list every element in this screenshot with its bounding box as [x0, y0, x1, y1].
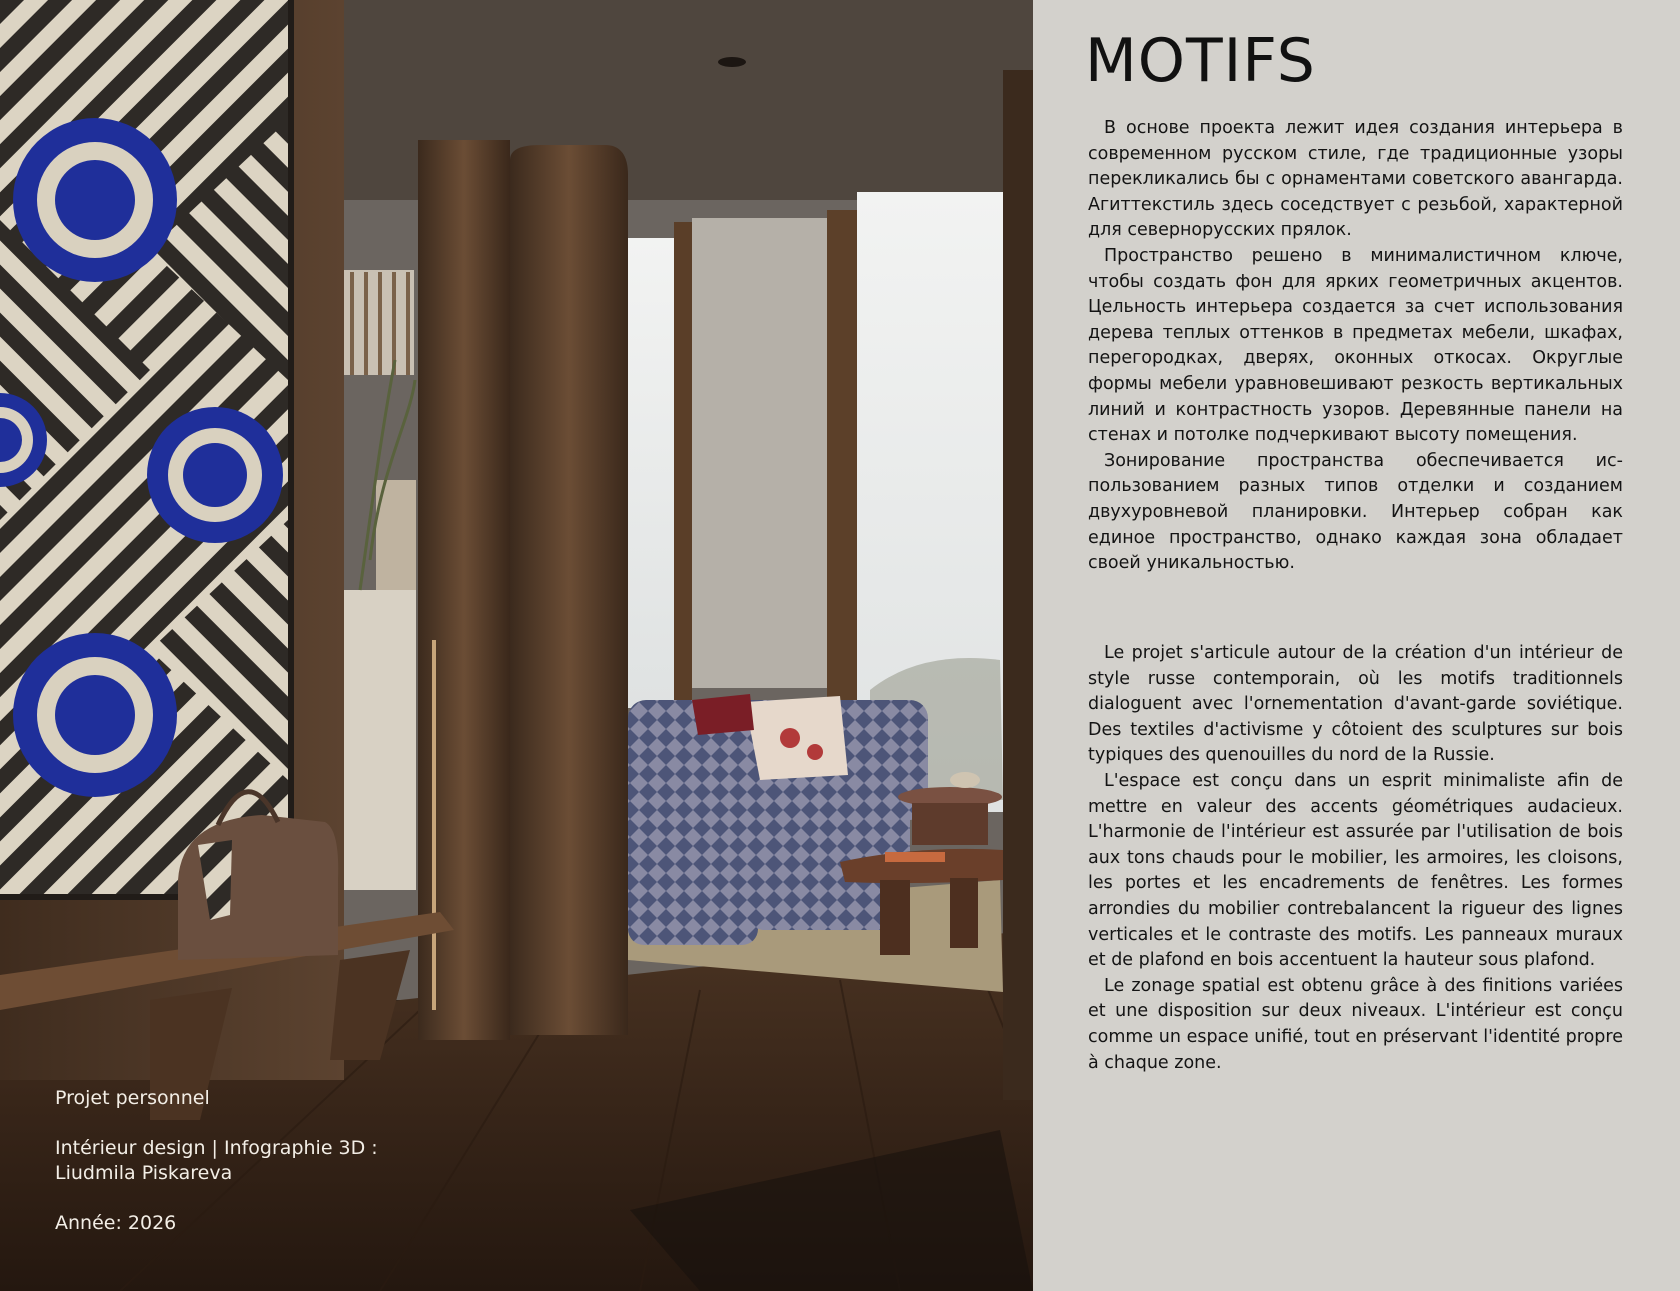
blue-circle	[13, 118, 177, 282]
cushion-red	[692, 694, 754, 735]
book	[885, 852, 945, 862]
window-frame	[827, 210, 857, 710]
russian-paragraph: В основе проекта лежит идея создания интерьера в современном русском стиле, где традиционные узоры перекликались бы с орнаментами советского авангарда. Агиттекстиль здесь соседствует с резьбой, характерной для севернорусских прялок.	[1088, 118, 1623, 241]
french-paragraph: L'espace est conçu dans un esprit minimaliste afin de mettre en valeur des accents géométriques audacieux. L'harmonie de l'intérieur est assurée par l'utilisation de bois aux tons chauds pour le mobilier, les armoires, les cloisons, les portes et les encadrements de fenêtres. Les formes arrondies du mobilier contrebalancent la rigueur des lignes verticales et le contraste des motifs. Les panneaux muraux et de plafond en bois accentuent la hauteur sous plafond.	[1088, 770, 1623, 971]
wardrobe-door	[418, 140, 510, 1040]
project-credits	[55, 1086, 378, 1236]
description-panel	[1033, 0, 1680, 1291]
sofa-arm	[628, 730, 758, 945]
page-title: MOTIFS	[1085, 26, 1316, 96]
project-author: Liudmila Piskareva	[55, 1162, 233, 1184]
wardrobe-handle	[432, 640, 436, 1010]
russian-paragraph: Зонирование пространства обеспечивается использованием разных типов отделки и созданием двухуровневой планировки. Интерьер собран как единое пространство, однако каждая зона обладает своей уникальностью.	[1088, 450, 1623, 574]
window-frame	[674, 222, 692, 708]
handbag	[178, 815, 338, 960]
plaster-wall-panel	[692, 218, 827, 688]
cushion-floral-motif	[807, 744, 823, 760]
shelving-unit	[344, 590, 416, 890]
right-wood-column	[1003, 70, 1033, 1100]
project-role: Intérieur design | Infographie 3D :	[55, 1137, 378, 1159]
window-left	[626, 238, 674, 708]
french-paragraph: Le projet s'articule autour de la création d'un intérieur de style russe contemporain, où les motifs traditionnels dialoguent avec l'ornementation d'avant-garde soviétique. Des textiles d'activisme y côtoient des sculptures sur bois typiques des quenouilles du nord de la Russie.	[1088, 643, 1623, 766]
french-description	[1088, 641, 1623, 1076]
coffee-table-leg	[950, 878, 978, 948]
blue-circle	[13, 633, 177, 797]
geometric-art-panel	[0, 0, 294, 900]
project-type: Projet personnel	[55, 1087, 210, 1109]
cushion-floral-motif	[780, 728, 800, 748]
coffee-table-leg	[880, 880, 910, 955]
rounded-wood-column	[510, 145, 628, 1035]
project-year: Année: 2026	[55, 1212, 177, 1234]
french-paragraph: Le zonage spatial est obtenu grâce à des finitions variées et une disposition sur deux niveaux. L'intérieur est conçu comme un espace unifié, tout en préservant l'identité propre à chaque zone.	[1088, 975, 1623, 1073]
russian-description	[1088, 116, 1623, 577]
russian-paragraph: Пространство решено в минималистичном ключе, чтобы создать фон для ярких геометричных акцентов. Цельность интерьера создается за счет использования дерева теплых оттенков в предметах мебели, шкафах, перегородках, дверях, оконных откосах. Округлые формы мебели уравновешивают резкость вертикальных линий и контрастность узоров. Деревянные панели на стенах и потолке подчеркивают высоту помещения.	[1088, 245, 1623, 446]
ceiling-downlight	[718, 57, 746, 67]
bowl	[950, 772, 980, 788]
side-table-base	[912, 803, 988, 845]
blue-circle	[147, 407, 283, 543]
